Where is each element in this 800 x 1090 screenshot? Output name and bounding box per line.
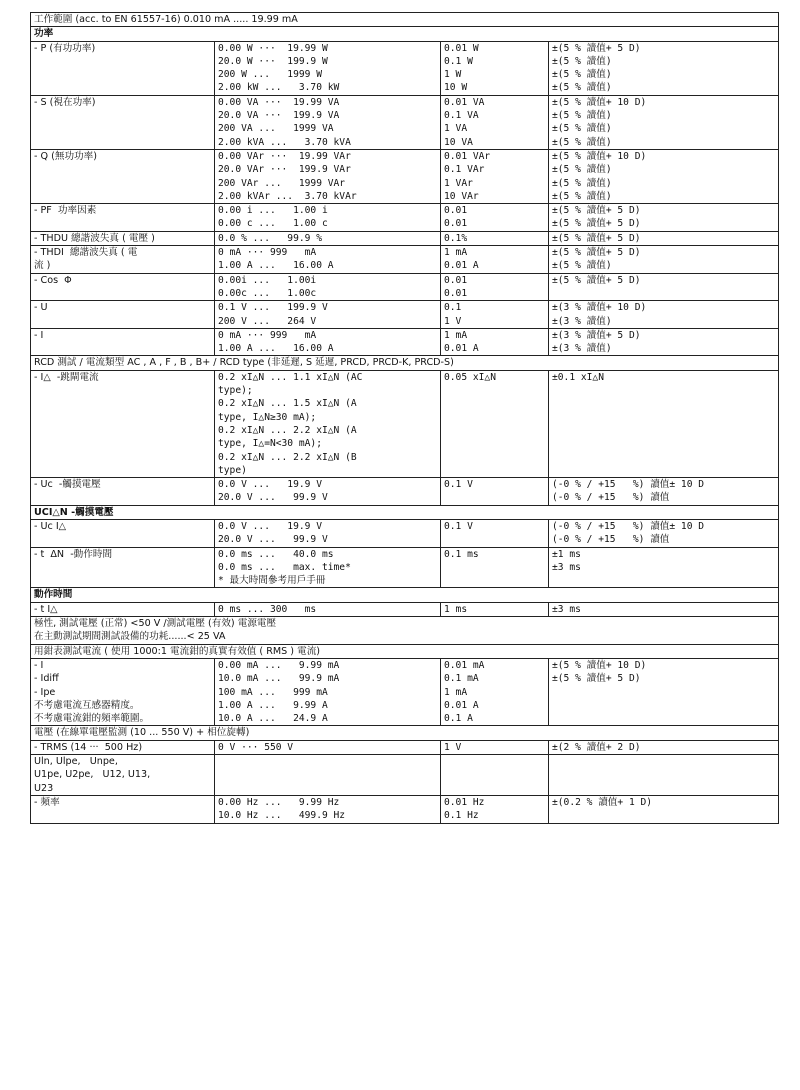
cell-line: 1 ms <box>444 603 468 615</box>
cell-line: ±(5 % 讀值+ 5 D) <box>552 218 641 230</box>
section-header-row <box>31 27 779 41</box>
table-row <box>31 519 779 547</box>
accuracy-cell <box>549 149 779 203</box>
cell-line: 2.00 kVA ... 3.70 kVA <box>218 136 351 148</box>
cell-line: * 最大時間參考用戶手冊 <box>218 575 326 587</box>
cell-line: 0.01 W <box>444 42 479 54</box>
cell-line: 10.0 Hz ... 499.9 Hz <box>218 810 346 822</box>
cell-line: 0 mA ··· 999 mA <box>218 329 317 341</box>
table-row <box>31 273 779 301</box>
parameter-cell <box>31 246 215 274</box>
cell-line: - THDI 總諧波失真 ( 電 <box>34 247 138 259</box>
cell-line: 1 mA <box>444 247 468 259</box>
cell-line: 1 mA <box>444 329 468 341</box>
cell-line: 0.01 A <box>444 260 479 272</box>
cell-line: - U <box>34 302 48 314</box>
resolution-cell <box>441 547 549 588</box>
cell-line: 0.01 Hz <box>444 796 485 808</box>
range-cell <box>215 602 441 616</box>
range-cell <box>215 370 441 477</box>
cell-line: - THDU 總諧波失真 ( 電壓 ) <box>34 232 155 244</box>
parameter-cell <box>31 328 215 356</box>
cell-line: ±(5 % 讀值) <box>552 260 612 272</box>
note-cell <box>31 356 779 370</box>
cell-line: ±(5 % 讀值+ 5 D) <box>552 274 641 286</box>
cell-line: ±(5 % 讀值+ 5 D) <box>552 205 641 217</box>
range-cell <box>215 328 441 356</box>
cell-line: ±0.1 xI△N <box>552 371 604 383</box>
cell-line: - 頻率 <box>34 796 60 808</box>
parameter-cell <box>31 204 215 232</box>
range-cell <box>215 658 441 725</box>
accuracy-cell <box>549 547 779 588</box>
cell-line: 1.00 A ... 16.00 A <box>218 260 334 272</box>
accuracy-cell <box>549 95 779 149</box>
cell-line: 動作時間 <box>34 589 73 601</box>
cell-line: 1 V <box>444 741 462 753</box>
cell-line: 1 VA <box>444 123 468 135</box>
cell-line: 0 V ··· 550 V <box>218 741 294 753</box>
cell-line: 0.1 <box>444 302 462 314</box>
table-row <box>31 370 779 477</box>
parameter-cell <box>31 95 215 149</box>
cell-line: 不考慮電流互感器精度。 <box>34 699 140 711</box>
cell-line: 0.1 V <box>444 479 473 491</box>
cell-line: 1.00 A ... 16.00 A <box>218 343 334 355</box>
cell-line: 0.01 <box>444 205 468 217</box>
cell-line: ±(5 % 讀值) <box>552 110 612 122</box>
parameter-cell <box>31 231 215 245</box>
cell-line: 1 W <box>444 69 462 81</box>
accuracy-cell <box>549 231 779 245</box>
cell-line: 20.0 W ··· 199.9 W <box>218 55 328 67</box>
table-row <box>31 95 779 149</box>
cell-line: ±3 ms <box>552 561 581 573</box>
cell-line: ±(3 % 讀值+ 10 D) <box>552 302 647 314</box>
cell-line: 0.01 A <box>444 343 479 355</box>
cell-line: 0 ms ... 300 ms <box>218 603 317 615</box>
cell-line: 0.2 xI△N ... 2.2 xI△N (B <box>218 451 357 463</box>
cell-line: 0.00 mA ... 9.99 mA <box>218 659 340 671</box>
cell-line: Uln, Ulpe, Unpe, <box>34 756 118 768</box>
cell-line: - t I△ <box>34 603 58 615</box>
range-cell <box>215 547 441 588</box>
parameter-cell <box>31 547 215 588</box>
cell-line: 極性, 測試電壓 (正常) <50 V /測試電壓 (有效) 電源電壓 <box>34 618 277 630</box>
cell-line: - S (視在功率) <box>34 96 96 108</box>
cell-line: 1.00 A ... 9.99 A <box>218 699 328 711</box>
accuracy-cell <box>549 658 779 725</box>
accuracy-cell <box>549 602 779 616</box>
cell-line: ±3 ms <box>552 603 581 615</box>
note-cell <box>31 726 779 740</box>
range-cell <box>215 231 441 245</box>
cell-line: ±(5 % 讀值) <box>552 136 612 148</box>
cell-line: type, I△N≥30 mA); <box>218 411 317 423</box>
table-row <box>31 478 779 506</box>
cell-line: 0.00 c ... 1.00 c <box>218 218 328 230</box>
table-row <box>31 328 779 356</box>
cell-line: 200 VAr ... 1999 VAr <box>218 177 346 189</box>
note-cell <box>31 617 779 645</box>
section-header <box>31 27 779 41</box>
cell-line: 100 mA ... 999 mA <box>218 686 328 698</box>
cell-line: 0 mA ··· 999 mA <box>218 247 317 259</box>
table-row <box>31 795 779 823</box>
cell-line: 0.01 VAr <box>444 150 491 162</box>
cell-line: 20.0 V ... 99.9 V <box>218 534 328 546</box>
table-row <box>31 246 779 274</box>
cell-line: ±(5 % 讀值+ 5 D) <box>552 232 641 244</box>
cell-line: - I△ -跳閘電流 <box>34 371 99 383</box>
parameter-cell <box>31 602 215 616</box>
note-row <box>31 356 779 370</box>
cell-line: - Uc -觸摸電壓 <box>34 479 101 491</box>
cell-line: ±(2 % 讀值+ 2 D) <box>552 741 641 753</box>
range-cell <box>215 755 441 796</box>
table-row <box>31 755 779 796</box>
cell-line: 2.00 kVAr ... 3.70 kVAr <box>218 190 357 202</box>
parameter-cell <box>31 301 215 329</box>
resolution-cell <box>441 519 549 547</box>
table-row <box>31 41 779 95</box>
cell-line: 0.00i ... 1.00i <box>218 274 317 286</box>
cell-line: 不考慮電流鉗的頻率範圍。 <box>34 713 150 725</box>
range-cell <box>215 41 441 95</box>
cell-line: - Cos Φ <box>34 274 72 286</box>
cell-line: U23 <box>34 782 54 794</box>
cell-line: 0.00 Hz ... 9.99 Hz <box>218 796 340 808</box>
range-cell <box>215 149 441 203</box>
cell-line: 1 V <box>444 315 462 327</box>
range-cell <box>215 204 441 232</box>
cell-line: 0.1 Hz <box>444 810 479 822</box>
parameter-cell <box>31 658 215 725</box>
cell-line: ±(5 % 讀值+ 5 D) <box>552 247 641 259</box>
accuracy-cell <box>549 478 779 506</box>
cell-line: 0.0 V ... 19.9 V <box>218 520 322 532</box>
cell-line: 流 ) <box>34 260 51 272</box>
cell-line: 工作範圍 (acc. to EN 61557-16) 0.010 mA ..... 19.99 mA <box>34 14 298 25</box>
cell-line: type, I△=N<30 mA); <box>218 438 322 450</box>
cell-line: (-0 % / +15 %) 讀值± 10 D <box>552 479 705 491</box>
parameter-cell <box>31 519 215 547</box>
cell-line: (-0 % / +15 %) 讀值 <box>552 492 670 504</box>
range-cell <box>215 301 441 329</box>
cell-line: 0.00c ... 1.00c <box>218 287 317 299</box>
resolution-cell <box>441 755 549 796</box>
table-row <box>31 301 779 329</box>
parameter-cell <box>31 740 215 754</box>
accuracy-cell <box>549 740 779 754</box>
cell-line: 0.01 A <box>444 699 479 711</box>
cell-line: 用鉗表測試電流 ( 使用 1000:1 電流鉗的真實有效值 ( RMS ) 電流) <box>34 645 321 657</box>
cell-line: (-0 % / +15 %) 讀值± 10 D <box>552 520 705 532</box>
range-cell <box>215 740 441 754</box>
accuracy-cell <box>549 519 779 547</box>
cell-line: 200 V ... 264 V <box>218 315 317 327</box>
range-cell <box>215 795 441 823</box>
spec-table-body <box>31 13 779 824</box>
cell-line: 0.1 A <box>444 713 473 725</box>
note-row <box>31 617 779 645</box>
range-cell <box>215 519 441 547</box>
cell-line: 0.0 ms ... 40.0 ms <box>218 548 334 560</box>
accuracy-cell <box>549 755 779 796</box>
cell-line: ±(0.2 % 讀值+ 1 D) <box>552 796 653 808</box>
cell-line: - I <box>34 329 44 341</box>
note-cell <box>31 644 779 658</box>
cell-line: 0.00 i ... 1.00 i <box>218 205 328 217</box>
table-row <box>31 204 779 232</box>
cell-line: 10.0 mA ... 99.9 mA <box>218 673 340 685</box>
cell-line: ±(3 % 讀值) <box>552 315 612 327</box>
cell-line: 0.00 W ··· 19.99 W <box>218 42 328 54</box>
cell-line: type) <box>218 464 247 476</box>
cell-line: 1 mA <box>444 686 468 698</box>
cell-line: 0.0 V ... 19.9 V <box>218 479 322 491</box>
accuracy-cell <box>549 273 779 301</box>
range-cell <box>215 246 441 274</box>
cell-line: - Idiff <box>34 673 59 685</box>
resolution-cell <box>441 795 549 823</box>
accuracy-cell <box>549 204 779 232</box>
table-row <box>31 149 779 203</box>
cell-line: ±(3 % 讀值+ 5 D) <box>552 329 641 341</box>
table-row <box>31 602 779 616</box>
table-row <box>31 231 779 245</box>
parameter-cell <box>31 41 215 95</box>
range-cell <box>215 273 441 301</box>
cell-line: ±(5 % 讀值) <box>552 190 612 202</box>
section-header <box>31 505 779 519</box>
resolution-cell <box>441 301 549 329</box>
cell-line: 1 VAr <box>444 177 473 189</box>
cell-line: 0.00 VAr ··· 19.99 VAr <box>218 150 351 162</box>
cell-line: - I <box>34 659 44 671</box>
resolution-cell <box>441 602 549 616</box>
cell-line: ±(5 % 讀值+ 10 D) <box>552 150 647 162</box>
cell-line: 0.01 <box>444 218 468 230</box>
parameter-cell <box>31 478 215 506</box>
cell-line: 0.2 xI△N ... 1.5 xI△N (A <box>218 398 357 410</box>
cell-line: UCI△N -觸摸電壓 <box>34 506 114 518</box>
cell-line: 10 VAr <box>444 190 479 202</box>
resolution-cell <box>441 231 549 245</box>
cell-line: 0.1 VA <box>444 110 479 122</box>
cell-line: 0.1 V ... 199.9 V <box>218 302 328 314</box>
cell-line: 0.1 VAr <box>444 164 485 176</box>
table-row <box>31 547 779 588</box>
cell-line: 2.00 kW ... 3.70 kW <box>218 82 340 94</box>
parameter-cell <box>31 755 215 796</box>
cell-line: 0.1 ms <box>444 548 479 560</box>
cell-line: type); <box>218 385 253 397</box>
accuracy-cell <box>549 795 779 823</box>
cell-line: 200 VA ... 1999 VA <box>218 123 334 135</box>
parameter-cell <box>31 370 215 477</box>
cell-line: ±(5 % 讀值+ 10 D) <box>552 96 647 108</box>
note-row <box>31 726 779 740</box>
cell-line: 10 VA <box>444 136 473 148</box>
cell-line: 0.1% <box>444 232 468 244</box>
cell-line: 20.0 V ... 99.9 V <box>218 492 328 504</box>
resolution-cell <box>441 149 549 203</box>
cell-line: ±(5 % 讀值) <box>552 123 612 135</box>
cell-line: - Uc I△ <box>34 520 67 532</box>
cell-line: 0.2 xI△N ... 1.1 xI△N (AC <box>218 371 363 383</box>
cell-line: - t ΔN -動作時間 <box>34 548 113 560</box>
cell-line: 20.0 VAr ··· 199.9 VAr <box>218 164 351 176</box>
cell-line: ±(5 % 讀值) <box>552 164 612 176</box>
resolution-cell <box>441 273 549 301</box>
cell-line: 0.01 mA <box>444 659 485 671</box>
section-header-row <box>31 588 779 602</box>
cell-line: - Q (無功功率) <box>34 150 97 162</box>
cell-line: ±(5 % 讀值) <box>552 55 612 67</box>
accuracy-cell <box>549 328 779 356</box>
spec-table <box>30 12 779 824</box>
cell-line: - P (有功功率) <box>34 42 96 54</box>
cell-line: 電壓 (在線單電壓監測 (10 ... 550 V) + 相位旋轉) <box>34 727 250 739</box>
resolution-cell <box>441 740 549 754</box>
parameter-cell <box>31 795 215 823</box>
cell-line: (-0 % / +15 %) 讀值 <box>552 534 670 546</box>
resolution-cell <box>441 246 549 274</box>
cell-line: 0.05 xI△N <box>444 371 496 383</box>
section-header-row <box>31 505 779 519</box>
cell-line: 20.0 VA ··· 199.9 VA <box>218 110 340 122</box>
resolution-cell <box>441 478 549 506</box>
table-row <box>31 740 779 754</box>
cell-line: 0.1 W <box>444 55 473 67</box>
cell-line: ±1 ms <box>552 548 581 560</box>
accuracy-cell <box>549 41 779 95</box>
cell-line: 0.00 VA ··· 19.99 VA <box>218 96 340 108</box>
cell-line: RCD 測試 / 電流類型 AC , A , F , B , B+ / RCD type (非延遲, S 延遲, PRCD, PRCD-K, PRCD-S) <box>34 357 454 369</box>
cell-line: U1pe, U2pe, U12, U13, <box>34 769 151 781</box>
cell-line: 功率 <box>34 28 54 40</box>
parameter-cell <box>31 149 215 203</box>
resolution-cell <box>441 370 549 477</box>
cell-line: - PF 功率因素 <box>34 205 97 217</box>
cell-line: ±(5 % 讀值+ 5 D) <box>552 42 641 54</box>
accuracy-cell <box>549 301 779 329</box>
cell-line: 0.01 <box>444 274 468 286</box>
resolution-cell <box>441 658 549 725</box>
cell-line: ±(3 % 讀值) <box>552 343 612 355</box>
range-cell <box>215 95 441 149</box>
resolution-cell <box>441 204 549 232</box>
cell-line: 0.01 VA <box>444 96 485 108</box>
section-header <box>31 588 779 602</box>
note-row <box>31 13 779 27</box>
cell-line: ±(5 % 讀值) <box>552 69 612 81</box>
note-row <box>31 644 779 658</box>
resolution-cell <box>441 95 549 149</box>
parameter-cell <box>31 273 215 301</box>
cell-line: 0.0 ms ... max. time* <box>218 561 351 573</box>
resolution-cell <box>441 41 549 95</box>
cell-line: 10.0 A ... 24.9 A <box>218 713 328 725</box>
cell-line: 0.1 V <box>444 520 473 532</box>
cell-line: ±(5 % 讀值+ 10 D) <box>552 659 647 671</box>
cell-line: ±(5 % 讀值+ 5 D) <box>552 673 641 685</box>
accuracy-cell <box>549 370 779 477</box>
cell-line: 在主動測試期間測試設備的功耗......< 25 VA <box>34 631 226 643</box>
cell-line: 10 W <box>444 82 468 94</box>
cell-line: ±(5 % 讀值) <box>552 82 612 94</box>
cell-line: 0.2 xI△N ... 2.2 xI△N (A <box>218 424 357 436</box>
cell-line: - TRMS (14 ··· 500 Hz) <box>34 741 143 753</box>
range-cell <box>215 478 441 506</box>
table-row <box>31 658 779 725</box>
resolution-cell <box>441 328 549 356</box>
note-cell <box>31 13 779 27</box>
cell-line: 0.1 mA <box>444 673 479 685</box>
cell-line: - Ipe <box>34 686 56 698</box>
cell-line: 0.0 % ... 99.9 % <box>218 232 322 244</box>
accuracy-cell <box>549 246 779 274</box>
cell-line: ±(5 % 讀值) <box>552 177 612 189</box>
cell-line: 200 W ... 1999 W <box>218 69 322 81</box>
cell-line: 0.01 <box>444 287 468 299</box>
